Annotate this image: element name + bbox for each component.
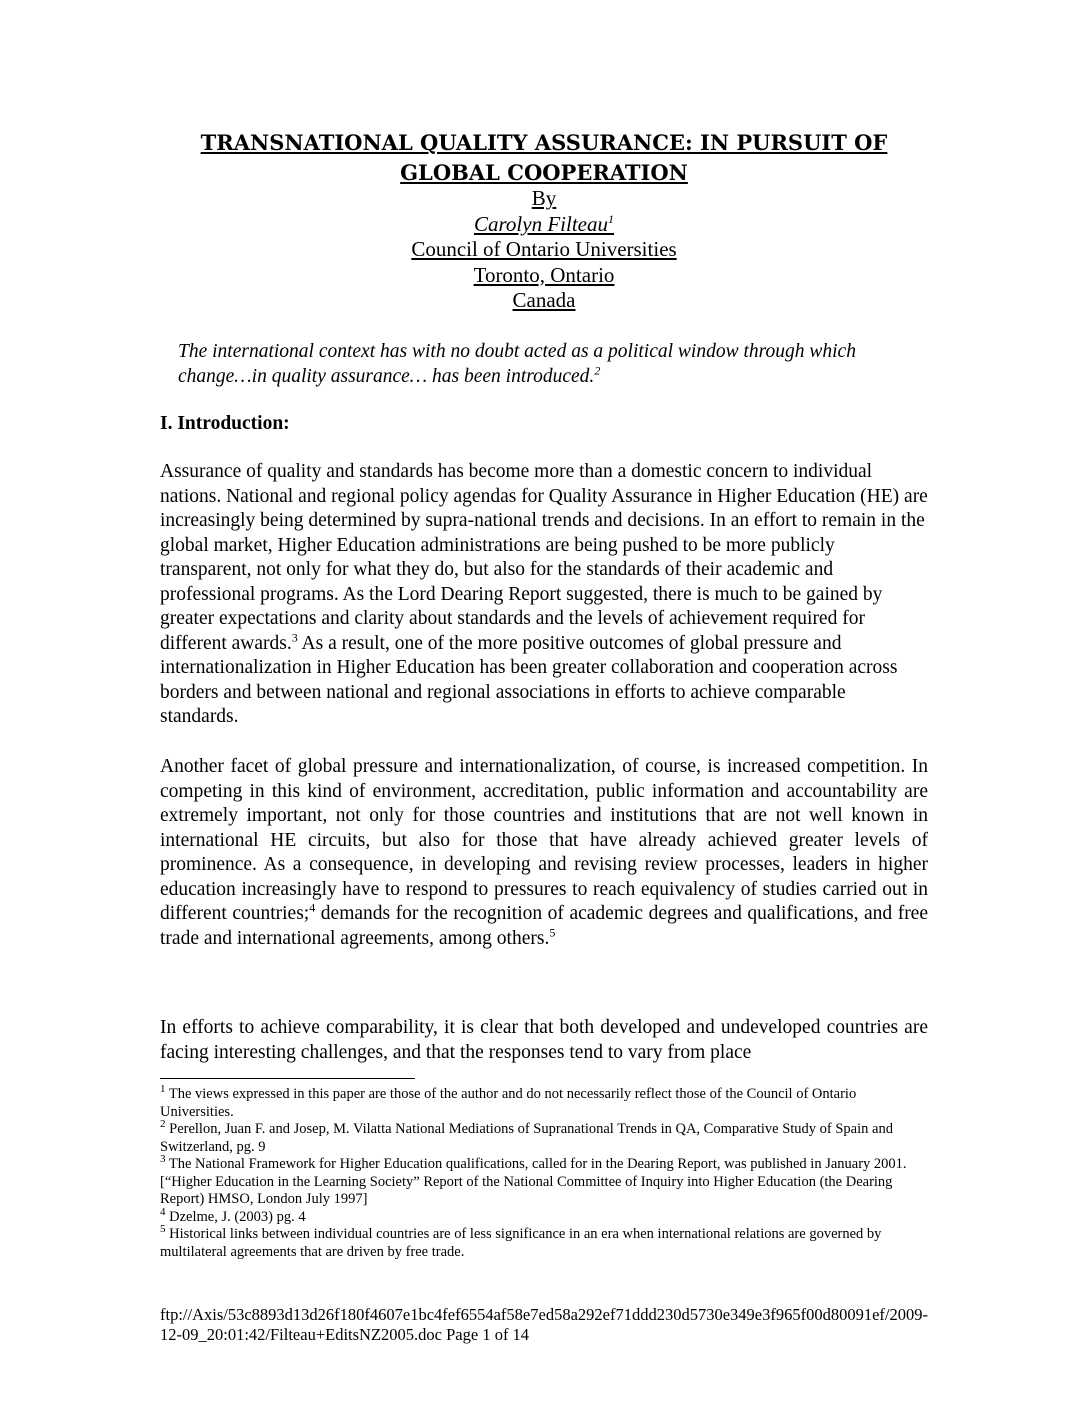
paragraph-3 bbox=[160, 1016, 928, 1065]
footnotes bbox=[160, 1083, 930, 1261]
footnote-text: Perellon, Juan F. and Josep, M. Vilatta National Mediations of Supranational Trends in QA, Comparative Study of Spain and Switzerland, pg. 9 bbox=[160, 1121, 893, 1155]
footnote-text: Historical links between individual countries are of less significance in an era when international relations are governed by multilateral agreements that are driven by free trade. bbox=[160, 1226, 882, 1260]
paragraph-3-text: In efforts to achieve comparability, it is clear that both developed and undeveloped countries are facing interesting challenges, and that the responses tend to vary from place bbox=[160, 1017, 928, 1063]
footnote-4 bbox=[160, 1205, 930, 1227]
byline-organization: Council of Ontario Universities bbox=[411, 237, 677, 261]
byline-city: Toronto, Ontario bbox=[473, 262, 615, 287]
footnote-number: 4 bbox=[160, 1205, 166, 1218]
footnote-number: 1 bbox=[160, 1083, 166, 1096]
footnote-5 bbox=[160, 1223, 930, 1261]
byline-country: Canada bbox=[512, 288, 576, 312]
paragraph-1-text-a: Assurance of quality and standards has become more than a domestic concern to individual nations. National and regional policy agendas for Quality Assurance in Higher Education (HE) are increasingly being determined by supra-national trends and decisions. In an effort to remain in the global market, Higher Education administrations are being pushed to be more publicly transparent, not only for what they do, but also for the standards of their academic and professional programs. As the Lord Dearing Report suggested, there is much to be gained by greater expectations and clarity about standards and the levels of achievement required for different awards. bbox=[160, 461, 928, 654]
footnote-text: The views expressed in this paper are those of the author and do not necessarily reflect those of the Council of Ontario Universities. bbox=[160, 1086, 857, 1120]
epigraph-text: The international context has with no doubt acted as a political window through which change…in quality assurance… has been introduced. bbox=[178, 341, 856, 387]
byline-by: By bbox=[531, 186, 557, 210]
section-heading: I. Introduction: bbox=[160, 413, 290, 434]
footnote-ref-3[interactable]: 3 bbox=[291, 630, 298, 644]
author-footnote-ref[interactable]: 1 bbox=[607, 211, 614, 226]
footnote-number: 5 bbox=[160, 1223, 166, 1236]
page-footer: ftp://Axis/53c8893d13d26f180f4607e1bc4fef6554af58e7ed58a292ef71ddd230d5730e349e3f965f00d80091ef/2009-12-09_20:01:42/Filteau+EditsNZ2005.doc Page 1 of 14 bbox=[160, 1305, 928, 1344]
epigraph-footnote-ref[interactable]: 2 bbox=[594, 363, 601, 378]
document-title: TRANSNATIONAL QUALITY ASSURANCE: IN PURSUIT OF GLOBAL COOPERATION bbox=[200, 130, 888, 185]
footnote-separator bbox=[160, 1078, 415, 1079]
footnote-number: 2 bbox=[160, 1118, 166, 1131]
byline bbox=[160, 186, 928, 314]
footnote-1 bbox=[160, 1083, 930, 1121]
footnote-3 bbox=[160, 1153, 930, 1209]
byline-author bbox=[160, 212, 928, 238]
paragraph-1-text-b: As a result, one of the more positive outcomes of global pressure and internationalization in Higher Education has been greater collaboration and cooperation across borders and between national and regional associations in efforts to achieve comparable standards. bbox=[160, 632, 898, 727]
footnote-number: 3 bbox=[160, 1153, 166, 1166]
author-name: Carolyn Filteau bbox=[474, 211, 608, 236]
footnote-ref-4[interactable]: 4 bbox=[309, 900, 316, 915]
paragraph-2-text-b: demands for the recognition of academic degrees and qualifications, and free trade and international agreements, among others. bbox=[160, 903, 928, 949]
paragraph-1 bbox=[160, 460, 928, 730]
paragraph-2 bbox=[160, 755, 928, 951]
footnote-ref-5[interactable]: 5 bbox=[549, 925, 556, 939]
footnote-text: The National Framework for Higher Education qualifications, called for in the Dearing Report, was published in January 2001. [“Higher Education in the Learning Society” Report of the National Committee of Inquiry into Higher Education (the Dearing Report) HMSO, London July 1997] bbox=[160, 1156, 907, 1207]
footnote-2 bbox=[160, 1118, 930, 1156]
epigraph-quote bbox=[178, 339, 930, 389]
footnote-text: Dzelme, J. (2003) pg. 4 bbox=[165, 1208, 306, 1225]
paragraph-2-text-a: Another facet of global pressure and internationalization, of course, is increased competition. In competing in this kind of environment, accreditation, public information and accountability are extremely important, not only for those countries and institutions that are not well known in international HE circuits, but also for those that have already achieved greater levels of prominence. As a consequence, in developing and revising review processes, leaders in higher education increasingly have to respond to pressures to reach equivalency of studies carried out in different countries; bbox=[160, 756, 928, 924]
